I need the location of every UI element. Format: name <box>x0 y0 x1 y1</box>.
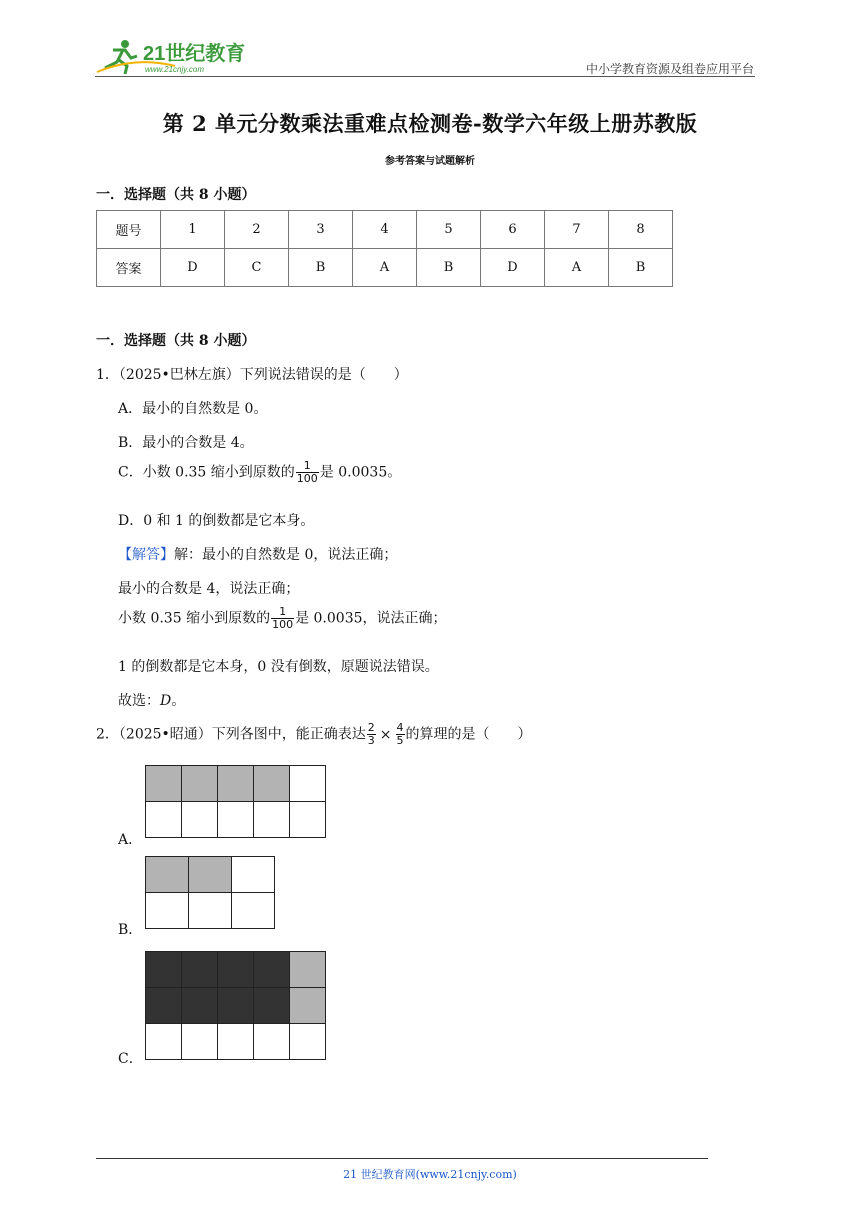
grid-cell <box>253 1023 290 1060</box>
table-cell: B <box>609 249 673 287</box>
q2-option-c-label: C． <box>118 1051 143 1067</box>
solution-text: 小数 0.35 缩小到原数的 <box>118 610 271 627</box>
q2-option-b-diagram <box>145 856 274 928</box>
fraction-denominator: 100 <box>296 472 318 485</box>
table-cell: 2 <box>225 211 289 249</box>
grid-cell-dark <box>217 987 254 1024</box>
grid-cell-shaded <box>289 987 326 1024</box>
platform-name: 中小学教育资源及组卷应用平台 <box>585 62 754 76</box>
grid-cell-dark <box>253 987 290 1024</box>
table-cell: 8 <box>609 211 673 249</box>
table-cell: B <box>417 249 481 287</box>
table-cell: A <box>545 249 609 287</box>
logo <box>95 36 265 78</box>
table-cell: 1 <box>161 211 225 249</box>
q1-solution-line-4: 1 的倒数都是它本身，0 没有倒数，原题说法错误。 <box>118 659 439 675</box>
solution-answer: D <box>160 693 172 709</box>
table-cell: 3 <box>289 211 353 249</box>
grid-cell <box>181 1023 218 1060</box>
footer-link[interactable]: 21 世纪教育网(www.21cnjy.com) <box>343 1168 517 1181</box>
fraction-denominator: 3 <box>367 734 375 747</box>
grid-cell <box>289 1023 326 1060</box>
table-cell: D <box>481 249 545 287</box>
grid-cell-shaded <box>289 951 326 988</box>
fraction <box>296 460 319 485</box>
logo-url: www.21cnjy.com <box>145 65 204 74</box>
grid-cell <box>181 801 218 838</box>
grid-cell-dark <box>253 951 290 988</box>
q1-solution-line-2: 最小的合数是 4，说法正确； <box>118 581 300 597</box>
header-rule <box>95 76 755 77</box>
q1-option-a: A．最小的自然数是 0。 <box>118 401 268 417</box>
q1-solution-line-1 <box>118 544 397 564</box>
grid-cell-dark <box>217 951 254 988</box>
grid-cell-shaded <box>253 765 290 802</box>
table-cell: 5 <box>417 211 481 249</box>
grid-cell <box>145 892 189 929</box>
fraction-numerator: 1 <box>279 605 287 618</box>
solution-text-end: 。 <box>171 693 186 709</box>
q1-solution-line-5 <box>118 690 185 710</box>
grid-cell <box>289 801 326 838</box>
question-2-stem <box>96 722 532 747</box>
table-cell: 答案 <box>97 249 161 287</box>
footer-rule <box>96 1158 708 1159</box>
solution-text-end: 是 0.0035，说法正确； <box>295 610 447 627</box>
q2-stem-text: 2．（2025•昭通）下列各图中，能正确表达 <box>96 726 366 743</box>
grid-cell <box>188 892 232 929</box>
grid-cell-shaded <box>217 765 254 802</box>
q1-option-c-text-end: 是 0.0035。 <box>319 464 402 481</box>
grid-cell-shaded <box>145 856 189 893</box>
grid-cell <box>217 801 254 838</box>
solution-text: 解：最小的自然数是 0，说法正确； <box>174 547 398 563</box>
grid-cell-dark <box>181 951 218 988</box>
q1-option-c-text: C．小数 0.35 缩小到原数的 <box>118 464 295 481</box>
grid-cell <box>231 856 275 893</box>
fraction-numerator: 2 <box>367 721 375 734</box>
times-sign: × <box>379 726 392 743</box>
q1-option-c <box>118 460 401 485</box>
grid-cell <box>289 765 326 802</box>
grid-cell-shaded <box>145 765 182 802</box>
table-cell: 题号 <box>97 211 161 249</box>
grid-cell <box>253 801 290 838</box>
grid-cell <box>231 892 275 929</box>
page-title: 第 2 单元分数乘法重难点检测卷-数学六年级上册苏教版 <box>162 111 698 136</box>
fraction-numerator: 1 <box>303 459 311 472</box>
table-row <box>97 249 673 287</box>
q2-option-a-diagram <box>145 765 325 837</box>
answer-table <box>96 210 673 287</box>
q1-solution-line-3 <box>118 606 447 631</box>
solution-text: 故选： <box>118 693 160 709</box>
q2-option-b-label: B． <box>118 922 143 938</box>
section-heading-1: 一．选择题（共 8 小题） <box>96 187 256 203</box>
fraction-denominator: 100 <box>272 618 294 631</box>
table-cell: D <box>161 249 225 287</box>
question-1-stem: 1．（2025•巴林左旗）下列说法错误的是（ ） <box>96 367 408 383</box>
table-cell: 7 <box>545 211 609 249</box>
grid-cell-dark <box>145 987 182 1024</box>
fraction-numerator: 4 <box>396 721 404 734</box>
fraction-denominator: 5 <box>396 734 404 747</box>
grid-cell-shaded <box>188 856 232 893</box>
q2-option-a-label: A． <box>118 832 143 848</box>
table-cell: 4 <box>353 211 417 249</box>
page-subtitle: 参考答案与试题解析 <box>385 156 475 167</box>
table-row <box>97 211 673 249</box>
solution-tag: 【解答】 <box>118 547 174 563</box>
table-cell: 6 <box>481 211 545 249</box>
grid-cell-dark <box>181 987 218 1024</box>
q2-stem-text-end: 的算理的是（ ） <box>405 726 532 743</box>
grid-cell <box>217 1023 254 1060</box>
grid-cell <box>145 1023 182 1060</box>
q1-option-b: B．最小的合数是 4。 <box>118 435 254 451</box>
table-cell: A <box>353 249 417 287</box>
q1-option-d: D．0 和 1 的倒数都是它本身。 <box>118 513 315 529</box>
grid-cell-shaded <box>181 765 218 802</box>
fraction <box>396 722 405 747</box>
grid-cell <box>145 801 182 838</box>
table-cell: B <box>289 249 353 287</box>
q2-option-c-diagram <box>145 951 325 1059</box>
fraction <box>367 722 376 747</box>
fraction <box>271 606 294 631</box>
logo-text: 21世纪教育 <box>143 43 246 65</box>
section-heading-2: 一．选择题（共 8 小题） <box>96 333 256 349</box>
table-cell: C <box>225 249 289 287</box>
grid-cell-dark <box>145 951 182 988</box>
